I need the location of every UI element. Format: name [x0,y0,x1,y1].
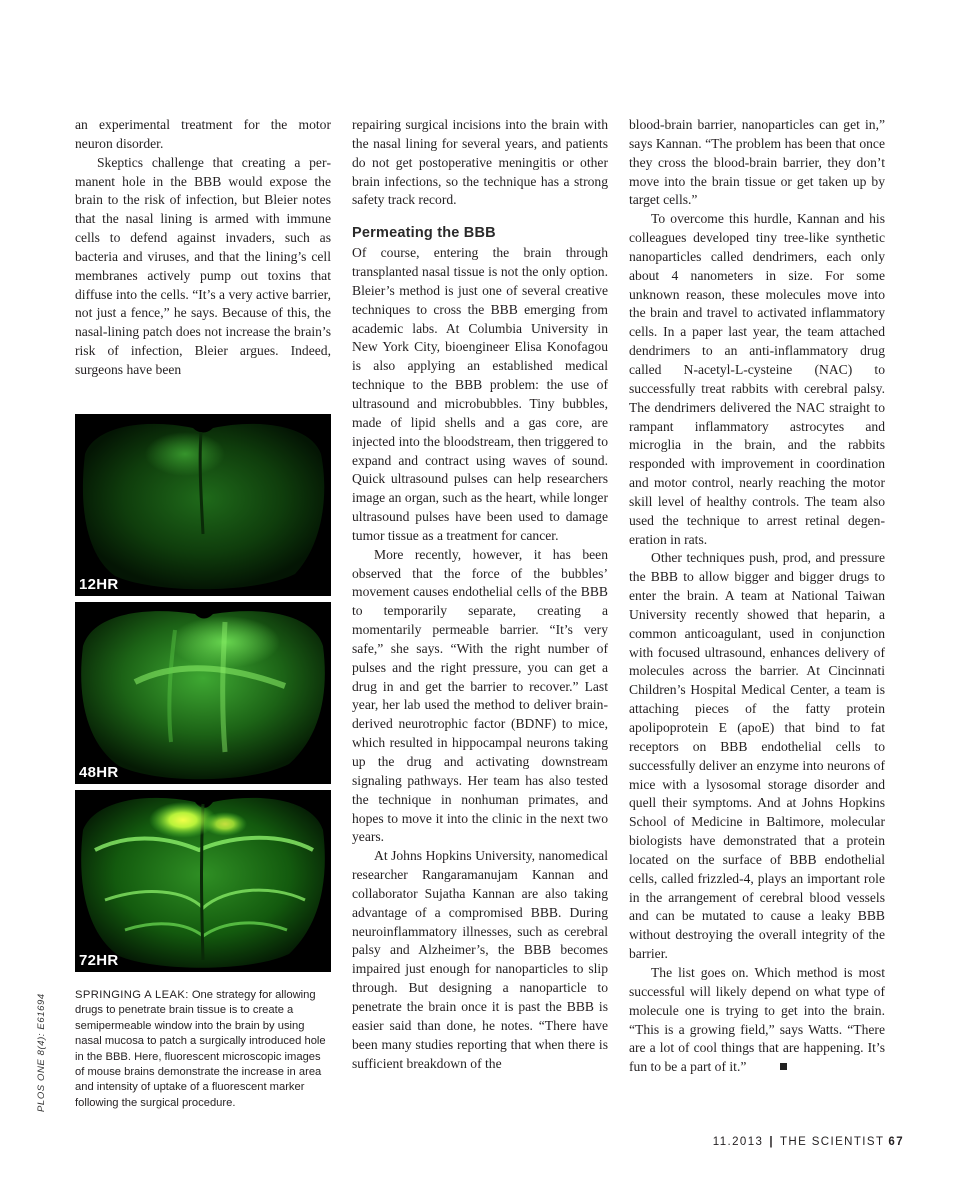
image-credit: PLOS ONE 8(4): E61694 [36,993,47,1112]
article-column-2 [352,116,608,1073]
closing-paragraph-text: The list goes on. Which method is most successful will likely depend on what type of molecule one is trying to get into the brain. “This is a growing field,” says Watts. “There are a lot of cool things that are happening. It’s fun to be a part of it.” [629,964,885,1075]
brain-section-illustration [75,790,331,972]
footer-separator: | [769,1136,774,1148]
body-paragraph: blood-brain barrier, nanoparticles can get in,” says Kannan. “The problem has been that once they cross the blood-brain barrier, they don’t move into the brain tissue or get taken up by target cells.” [629,117,885,208]
brain-image-12hr [75,414,331,596]
time-label: 48HR [79,764,119,781]
time-label: 72HR [79,952,119,969]
page-number: 67 [888,1136,904,1148]
body-paragraph [629,964,885,1077]
body-paragraph: To overcome this hurdle, Kannan and his colleagues developed tiny tree-like synthetic nanoparticles called dendrimers, each only about 4 nanometers in size. For some unknown reason, these molecules move into the brain and travel to activated inflammatory cells. In a paper last year, the team attached dendrimers to an anti-inflammatory drug called N-acetyl-L-cysteine (NAC) to successfully treat rabbits with cerebral palsy. The dendrimers delivered the NAC straight to rampant inflammatory astrocytes and microglia in the brain, and the rabbits responded with improvement in coordination and motor control, nearly reaching the motor skill level of healthy controls. The team also used the technique to arrest retinal degeneration in rats. [629,211,885,547]
body-paragraph: Other techniques push, prod, and pressure the BBB to allow bigger and bigger drugs to enter the brain. A team at National Taiwan University recently showed that heparin, a common anticoagulant, used in conjunction with focused ultrasound, enhances delivery of molecules across the barrier. At Cincinnati Children’s Hospital Medical Center, a team is attaching pieces of the fatty protein apolipoprotein E (apoE) that bind to fat receptors on BBB endothelial cells to successfully deliver an enzyme into neurons of mice with a lysosomal storage disorder and quell their symptoms. And at Johns Hopkins School of Medicine in Baltimore, molecular biologists have demonstrated that a protein located on the surface of BBB endothelial cells, called frizzled-4, plays an important role in the arrangement of cerebral blood vessels and can be mutated to cause a leaky BBB without destroying the overall integrity of the barrier. [629,550,885,962]
end-square-icon [780,1063,787,1070]
article-column-3 [629,116,885,1077]
caption-body: One strategy for allowing drugs to penetrate brain tissue is to create a semipermeable window into the brain by using nasal mucosa to patch a surgically introduced hole in the BBB. Here, fluorescent microscopic images of mouse brains demonstrate the increase in area and intensity of uptake of a fluorescent marker following the surgical procedure. [75,989,326,1109]
body-paragraph: More recently, however, it has been observed that the force of the bubbles’ movement causes endothelial cells of the BBB to temporarily separate, creating a momentarily permeable barrier. “It’s very safe,” she says. “With the right number of pulses and the right pressure, you can get a drug in and get the barrier to recover.” Last year, her lab used the method to deliver brain-derived neurotrophic factor (BDNF) to mice, which resulted in hippocampal neurons taking up the drug and activating downstream signaling pathways. Her team has also tested the technique in nonhuman primates, and hopes to move it into the clinic in the next two years. [352,546,608,845]
body-paragraph: repairing surgical incisions into the brain with the nasal lining for several years, and patients do not get postoperative meningitis or other brain infections, so the technique has a strong safety track record. [352,117,608,208]
figure-caption [75,988,333,1111]
issue-date: 11.2013 [712,1136,764,1148]
article-column-1 [75,116,331,380]
brain-section-illustration [75,602,331,784]
section-heading: Permeating the BBB [352,225,496,242]
body-paragraph: an experimental treatment for the motor neuron disorder. [75,117,331,151]
brain-section-illustration [75,414,331,596]
body-paragraph: At Johns Hopkins University, nanomedical researcher Rangaramanujam Kannan and collaborator Sujatha Kannan are also taking advantage of a compromised BBB. During neuroinflammatory illnesses, such as cerebral palsy and Alzheimer’s, the BBB becomes impaired just enough for nanoparticles to slip through. But designing a nanoparticle to penetrate the brain once it is past the BBB is easier said than done, he notes. “There have been many studies reporting that when there is sufficient breakdown of the [352,848,608,1071]
time-label: 12HR [79,576,119,593]
page-footer [713,1136,904,1148]
publication-name: THE SCIENTIST [779,1136,885,1148]
body-paragraph: Of course, entering the brain through transplanted nasal tissue is not the only option. Bleier’s method is just one of several creative techniques to cross the BBB emerging from academic labs. At Columbia University in New York City, bioengineer Elisa Konofagou is also applying an established medical technique to the BBB problem: the use of ultrasound and microbubbles. Tiny bubbles, made of lipid shells and a gas core, are injected into the bloodstream, then triggered to expand and contract using waves of sound. Quick ultrasound pulses can help researchers image an organ, such as the heart, while longer ultrasound pulses have been used to damage tumor tissue as a treatment for cancer. [352,245,608,543]
body-paragraph: Skeptics challenge that creating a permanent hole in the BBB would expose the brain to the risk of infection, but Bleier notes that the nasal lining is armed with immune cells to defend against invaders, such as bacteria and viruses, and that the lining’s cell membranes actively pump out toxins that diffuse into the cells. “It’s a very active barrier, not just a fence,” he says. Because of this, the nasal-lining patch does not increase the brain’s risk of infection, Bleier argues. Indeed, surgeons have been [75,154,331,377]
brain-image-48hr [75,602,331,784]
brain-image-72hr [75,790,331,972]
caption-headline: SPRINGING A LEAK: [75,989,189,1001]
